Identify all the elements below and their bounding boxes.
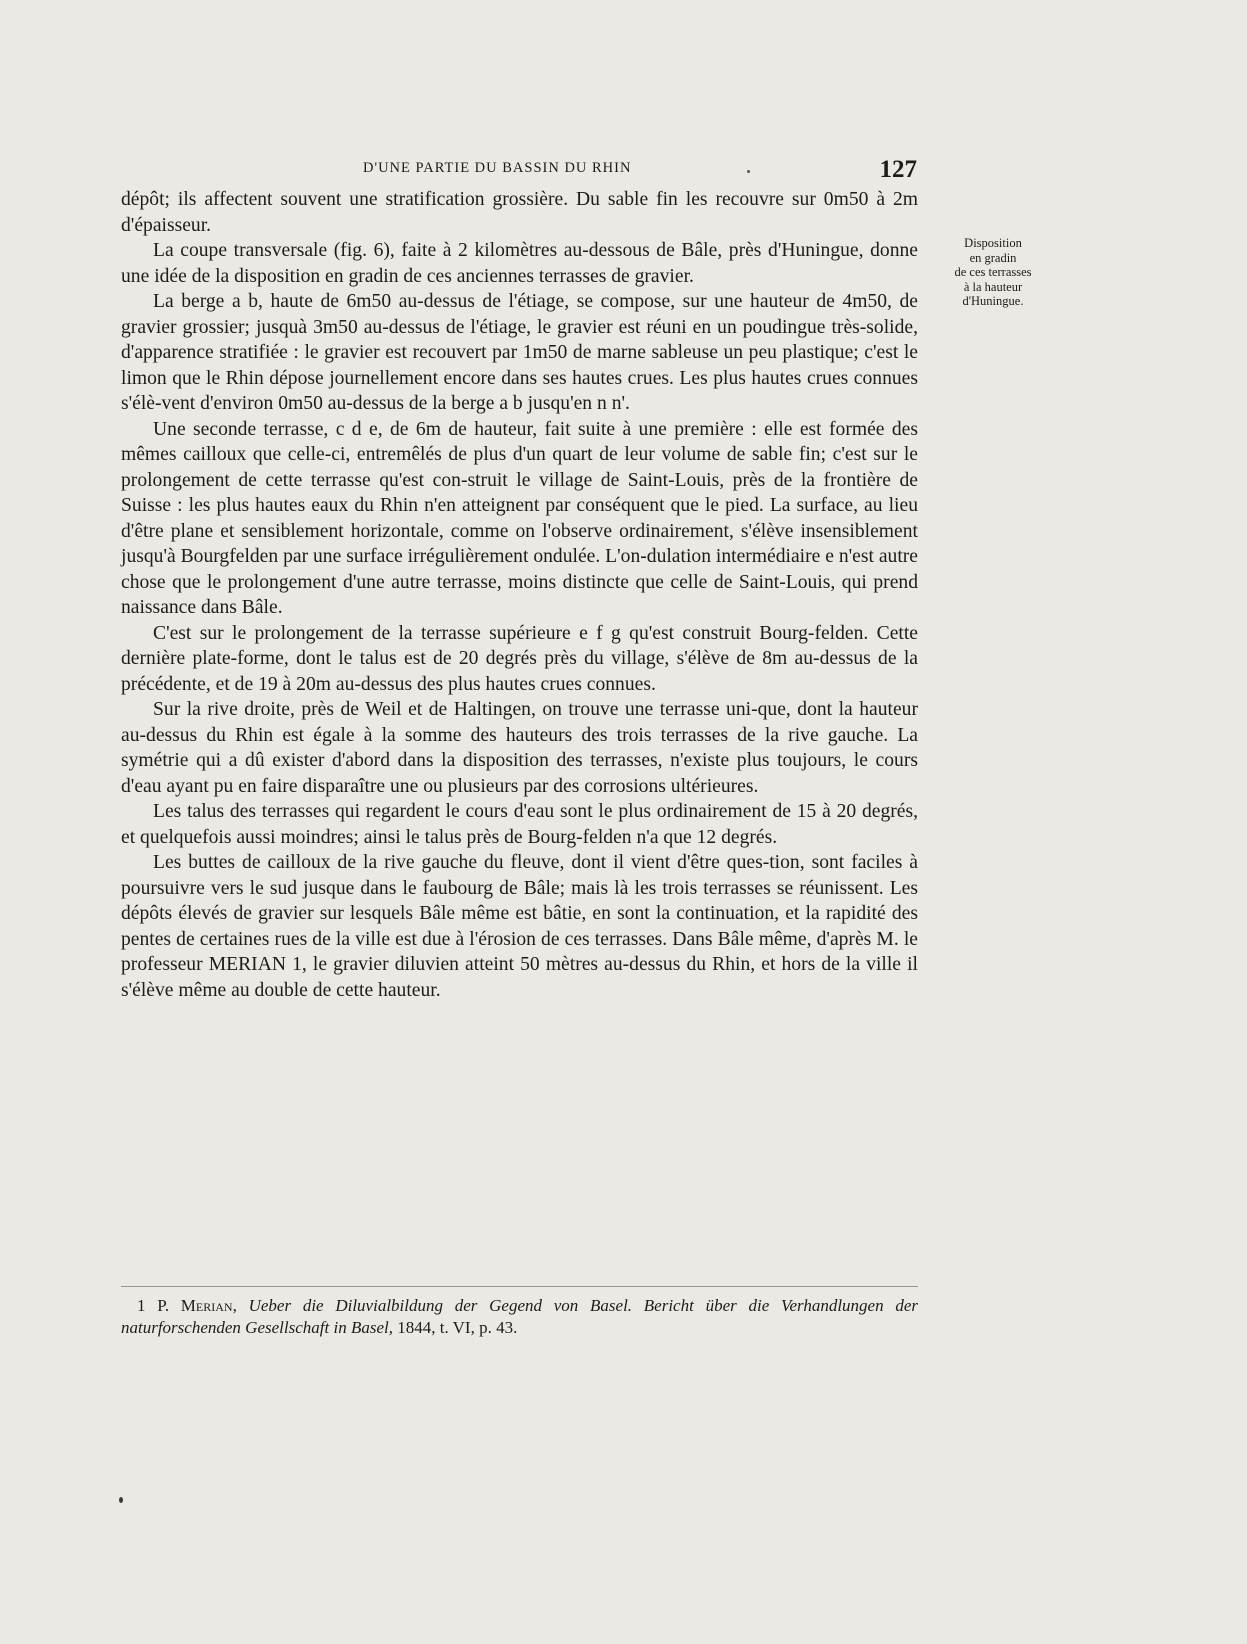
footnote-details: 1844, t. VI, p. 43. [397, 1318, 518, 1337]
paragraph-4: Une seconde terrasse, c d e, de 6m de hauteur, fait suite à une première : elle est formée des mêmes cailloux que celle-ci, entremêlés de plus d'un quart de leur volume de sable fin; c'est sur le prolongement de cette terrasse qu'est con-struit le village de Saint-Louis, près de la frontière de Suisse : les plus hautes eaux du Rhin n'en atteignent par conséquent que le pied. La surface, au lieu d'être plane et sensiblement horizontale, comme on l'observe ordinairement, s'élève insensiblement jusqu'à Bourgfelden par une surface irrégulièrement ondulée. L'on-dulation intermédiaire e n'est autre chose que le prolongement d'une autre terrasse, moins distincte que celle de Saint-Louis, qui prend naissance dans Bâle. [121, 418, 918, 618]
ink-dot [747, 170, 750, 173]
paragraph-2: La coupe transversale (fig. 6), faite à 2 kilomètres au-dessous de Bâle, près d'Huningue, donne une idée de la disposition en gradin de ces anciennes terrasses de gravier. [121, 240, 918, 287]
marginal-line: à la hauteur [963, 279, 1023, 294]
footnote: 1 P. Merian, Ueber die Diluvialbildung der Gegend von Basel. Bericht über die Verhandlungen der naturforschenden Gesellschaft in Basel, 1844, t. VI, p. 43. [121, 1296, 919, 1337]
paragraph-6: Sur la rive droite, près de Weil et de Haltingen, on trouve une terrasse uni-que, dont la hauteur au-dessus du Rhin est égale à la somme des hauteurs des trois terrasses de la rive gauche. La symétrie qui a dû exister d'abord dans la disposition des terrasses, n'existe plus toujours, le cours d'eau ayant pu en faire disparaître une ou plusieurs par des corrosions ultérieures. [121, 699, 918, 797]
marginal-line: Disposition [964, 236, 1022, 250]
body-text [121, 187, 918, 1003]
footnote-divider [121, 1286, 918, 1287]
paragraph-8: Les buttes de cailloux de la rive gauche du fleuve, dont il vient d'être ques-tion, sont faciles à poursuivre vers le sud jusque dans le faubourg de Bâle; mais là les trois terrasses se réunissent. Les dépôts élevés de gravier sur lesquels Bâle même est bâtie, en sont la continuation, et la rapidité des pentes de certaines rues de la ville est due à l'érosion de ces terrasses. Dans Bâle même, d'après M. le professeur MERIAN 1, le gravier diluvien atteint 50 mètres au-dessus du Rhin, et hors de la ville il s'élève même au double de cette hauteur. [121, 852, 918, 1001]
footnote-title: Ueber die Diluvialbildung der Gegend von Basel. Bericht über die Verhandlungen der naturforschenden Gesellschaft in Basel, [121, 1296, 919, 1337]
marginal-note [941, 236, 1045, 309]
footnote-author: P. Merian [157, 1296, 233, 1315]
footnote-number: 1 [137, 1296, 146, 1315]
marginal-line: de ces terrasses [954, 265, 1032, 280]
paragraph-7: Les talus des terrasses qui regardent le cours d'eau sont le plus ordinairement de 15 à 20 degrés, et quelquefois aussi moindres; ainsi le talus près de Bourg-felden n'a que 12 degrés. [121, 801, 918, 848]
paragraph-3: La berge a b, haute de 6m50 au-dessus de l'étiage, se compose, sur une hauteur de 4m50, de gravier grossier; jusquà 3m50 au-dessus de l'étiage, le gravier est réuni en un poudingue très-solide, d'apparence stratifiée : le gravier est recouvert par 1m50 de marne sableuse un peu plastique; c'est le limon que le Rhin dépose journellement encore dans ses hautes crues. Les plus hautes crues connues s'élè-vent d'environ 0m50 au-dessus de la berge a b jusqu'en n n'. [121, 291, 918, 414]
paragraph-5: C'est sur le prolongement de la terrasse supérieure e f g qu'est construit Bourg-felden. Cette dernière plate-forme, dont le talus est de 20 degrés près du village, s'élève de 8m au-dessus de la précédente, et de 19 à 20m au-dessus des plus hautes crues connues. [121, 622, 918, 695]
marginal-line: en gradin [969, 250, 1017, 265]
page-number: 127 [879, 156, 917, 183]
ink-speck [119, 1497, 123, 1503]
running-head [120, 156, 917, 184]
marginal-line: d'Huningue. [962, 294, 1024, 309]
running-head-title: D'UNE PARTIE DU BASSIN DU RHIN [363, 160, 632, 176]
paragraph-1: dépôt; ils affectent souvent une stratification grossière. Du sable fin les recouvre sur 0m50 à 2m d'épaisseur. [121, 189, 918, 236]
